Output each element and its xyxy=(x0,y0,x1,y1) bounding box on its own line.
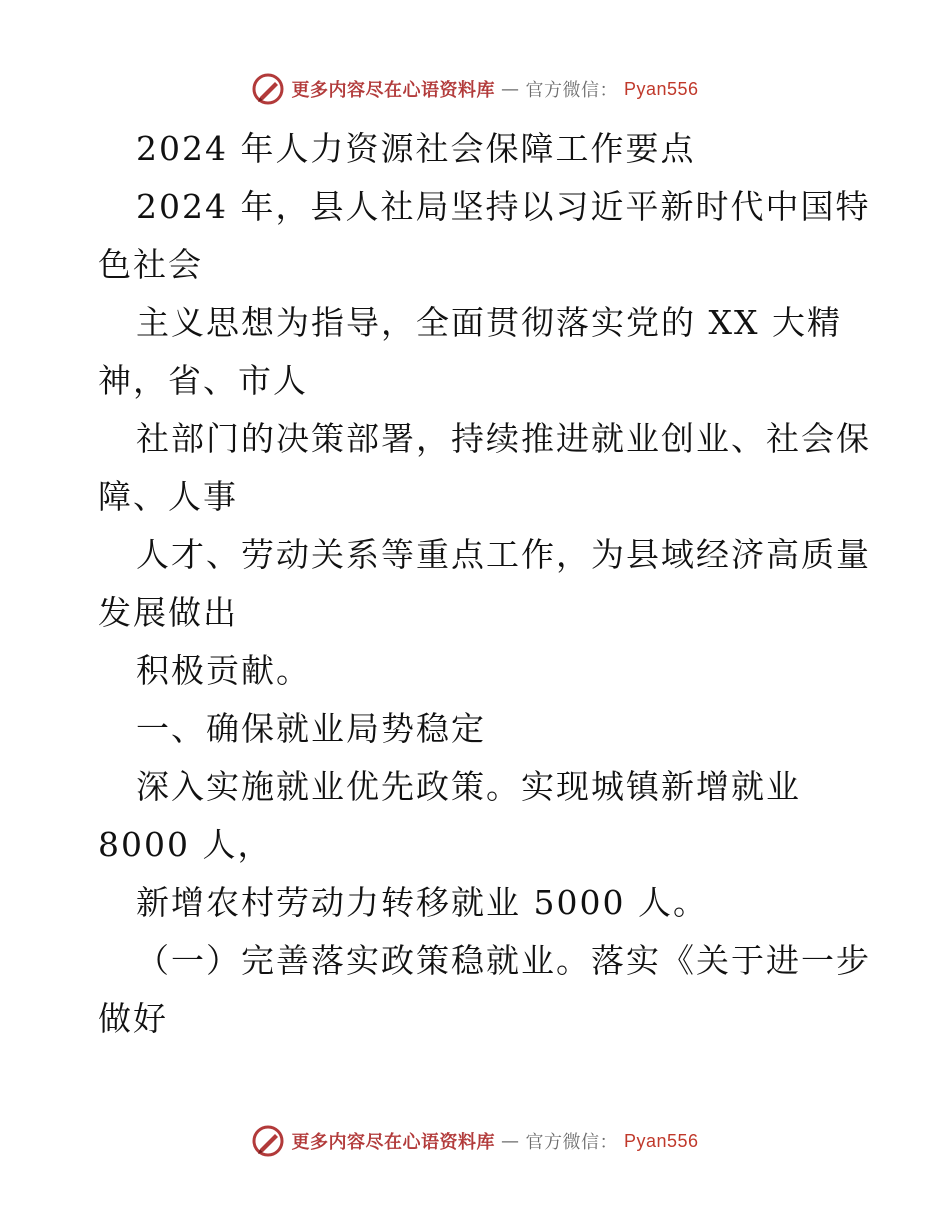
paragraph-line: 主义思想为指导，全面贯彻落实党的 XX 大精 xyxy=(136,303,842,342)
watermark-wechat-label: 官方微信： xyxy=(525,1132,618,1153)
watermark-wechat-id: Pyan556 xyxy=(623,78,699,99)
watermark-text: 更多内容尽在心语资料库 xyxy=(291,80,495,101)
paragraph-line: 社部门的决策部署，持续推进就业创业、社会保 xyxy=(136,419,871,458)
paragraph-line: 积极贡献。 xyxy=(136,651,311,690)
paragraph-line: 新增农村劳动力转移就业 5000 人。 xyxy=(136,883,708,922)
watermark-header xyxy=(0,72,950,106)
paragraph-line: 发展做出 xyxy=(98,593,238,632)
document-body xyxy=(98,120,871,1048)
paragraph-line: 色社会 xyxy=(98,245,203,284)
watermark-wechat-id: Pyan556 xyxy=(623,1130,699,1151)
paragraph-line: 8000 人， xyxy=(98,825,273,864)
paragraph-line: 2024 年，县人社局坚持以习近平新时代中国特 xyxy=(136,187,871,226)
section-heading: 一、确保就业局势稳定 xyxy=(136,709,486,748)
paragraph-line: 人才、劳动关系等重点工作，为县域经济高质量 xyxy=(136,535,871,574)
watermark-dash: — xyxy=(500,1130,520,1152)
paragraph-line: 障、人事 xyxy=(98,477,238,516)
pen-logo-icon xyxy=(251,72,285,106)
paragraph-line: 深入实施就业优先政策。实现城镇新增就业 xyxy=(136,767,801,806)
paragraph-line: 神，省、市人 xyxy=(98,361,308,400)
paragraph-line: 做好 xyxy=(98,999,168,1038)
watermark-text: 更多内容尽在心语资料库 xyxy=(291,1132,495,1153)
watermark-footer xyxy=(0,1124,950,1158)
subsection-heading: （一）完善落实政策稳就业。落实《关于进一步 xyxy=(136,941,871,980)
pen-logo-icon xyxy=(251,1124,285,1158)
document-title: 2024 年人力资源社会保障工作要点 xyxy=(136,129,696,168)
watermark-wechat-label: 官方微信： xyxy=(525,80,618,101)
watermark-dash: — xyxy=(500,78,520,100)
